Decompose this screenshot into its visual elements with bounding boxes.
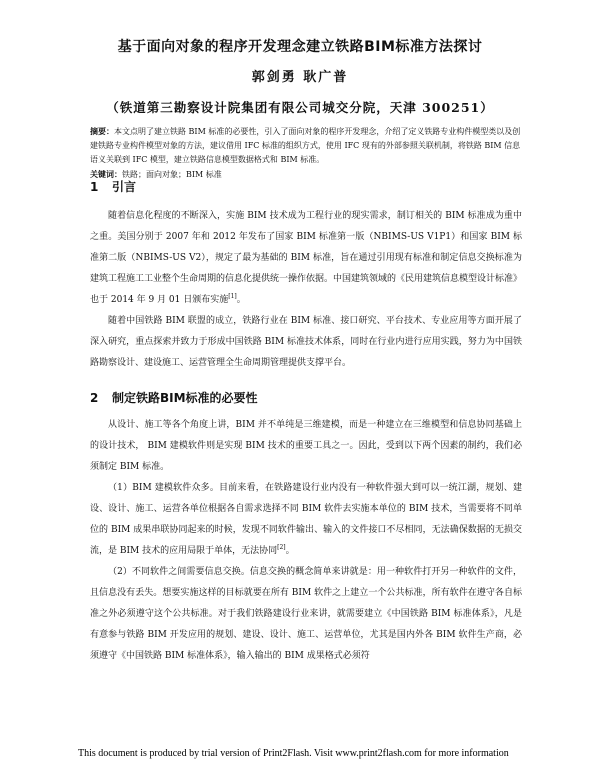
paragraph: [90, 415, 522, 478]
section-1-heading: [90, 178, 136, 195]
abstract-text: 本文点明了建立铁路 BIM 标准的必要性，引入了面向对象的程序开发理念，介绍了定义铁路专业构件模型类以及创建铁路专业构件模型对象的方法，建议借用 IFC 标准的组织方式，使用 IFC 现有的外部参照关联机制，将铁路 BIM 信息语义关联到 IFC 模型，建立铁路信息模型数据格式和 BIM 标准。: [90, 127, 521, 164]
keywords-label: 关键词：: [90, 169, 122, 179]
section-2-heading: [90, 389, 258, 406]
trial-watermark-footer: This document is produced by trial version of Print2Flash. Visit www.print2flash.com for more information: [78, 748, 509, 759]
paragraph-tail: 。: [285, 546, 295, 556]
paragraph-text: 从设计、施工等各个角度上讲，BIM 并不单纯是三维建模，而是一种建立在三维模型和信息协同基础上的设计技术， BIM 建模软件则是实现 BIM 技术的重要工具之一。因此，受到以下两个因素的制约，我们必须制定 BIM 标准。: [90, 420, 522, 472]
keywords-text: 铁路；面向对象；BIM 标准: [122, 170, 222, 179]
section-2-number: 2: [90, 391, 99, 405]
abstract-paragraph: [90, 124, 522, 167]
section-1-number: 1: [90, 180, 99, 194]
paragraph: [90, 562, 522, 667]
author-affiliation: （铁道第三勘察设计院集团有限公司城交分院，天津 300251）: [106, 100, 494, 115]
keywords-line: [90, 167, 522, 182]
section-2-title: 制定铁路BIM标准的必要性: [112, 391, 258, 405]
paper-title: 基于面向对象的程序开发理念建立铁路BIM标准方法探讨: [117, 39, 483, 55]
paper-authors: 郭剑勇 耿广普: [251, 70, 349, 85]
abstract-block: [90, 124, 522, 182]
paragraph: [90, 206, 522, 311]
paragraph-text: （1）BIM 建模软件众多。目前来看，在铁路建设行业内没有一种软件强大到可以一统江湖，规划、建设、设计、施工、运营各单位根据各自需求选择不同 BIM 软件去实施本单位的 BIM 技术，当需要将不同单位的 BIM 成果串联协同起来的时候，发现不同软件输出、输入的文件接口不尽相同，无法确保数据的无损交流，是 BIM 技术的应用局限于单体，无法协同: [90, 483, 522, 556]
section-2-body: [90, 415, 522, 667]
paragraph: [90, 478, 522, 562]
citation-ref: [1]: [228, 293, 237, 300]
paragraph-text: （2）不同软件之间需要信息交换。信息交换的概念简单来讲就是：用一种软件打开另一种软件的文件，且信息没有丢失。想要实施这样的目标就要在所有 BIM 软件之上建立一个公共标准，所有软件在遵守各自标准之外必须遵守这个公共标准。对于我们铁路建设行业来讲，就需要建立《中国铁路 BIM 标准体系》，凡是有意参与铁路 BIM 开发应用的规划、建设、设计、施工、运营单位，尤其是国内外各 BIM 软件生产商，必须遵守《中国铁路 BIM 标准体系》，输入输出的 BIM 成果格式必须符: [90, 567, 522, 661]
citation-ref: [2]: [277, 544, 286, 551]
paragraph-tail: 。: [236, 295, 246, 305]
paragraph-text: 随着中国铁路 BIM 联盟的成立，铁路行业在 BIM 标准、接口研究、平台技术、专业应用等方面开展了深入研究，重点探索并致力于形成中国铁路 BIM 标准技术体系，同时在行业内进行应用实践，努力为中国铁路勘察设计、建设施工、运营管理全生命周期管理提供支撑平台。: [90, 316, 522, 368]
section-1-body: [90, 206, 522, 374]
paragraph: [90, 311, 522, 374]
paragraph-text: 随着信息化程度的不断深入，实施 BIM 技术成为工程行业的现实需求，制订相关的 BIM 标准成为重中之重。美国分别于 2007 年和 2012 年发布了国家 BIM 标准第一版（NBIMS-US V1P1）和国家 BIM 标准第二版（NBIMS-US V2），规定了最为基础的 BIM 标准，旨在通过引用现有标准和制定信息交换标准为建筑工程施工工业整个生命周期的信息化提供统一操作依据。中国建筑领域的《民用建筑信息模型设计标准》也于 2014 年 9 月 01 日颁布实施: [90, 211, 523, 305]
abstract-label: 摘要：: [90, 126, 114, 136]
section-1-title: 引言: [112, 180, 137, 194]
